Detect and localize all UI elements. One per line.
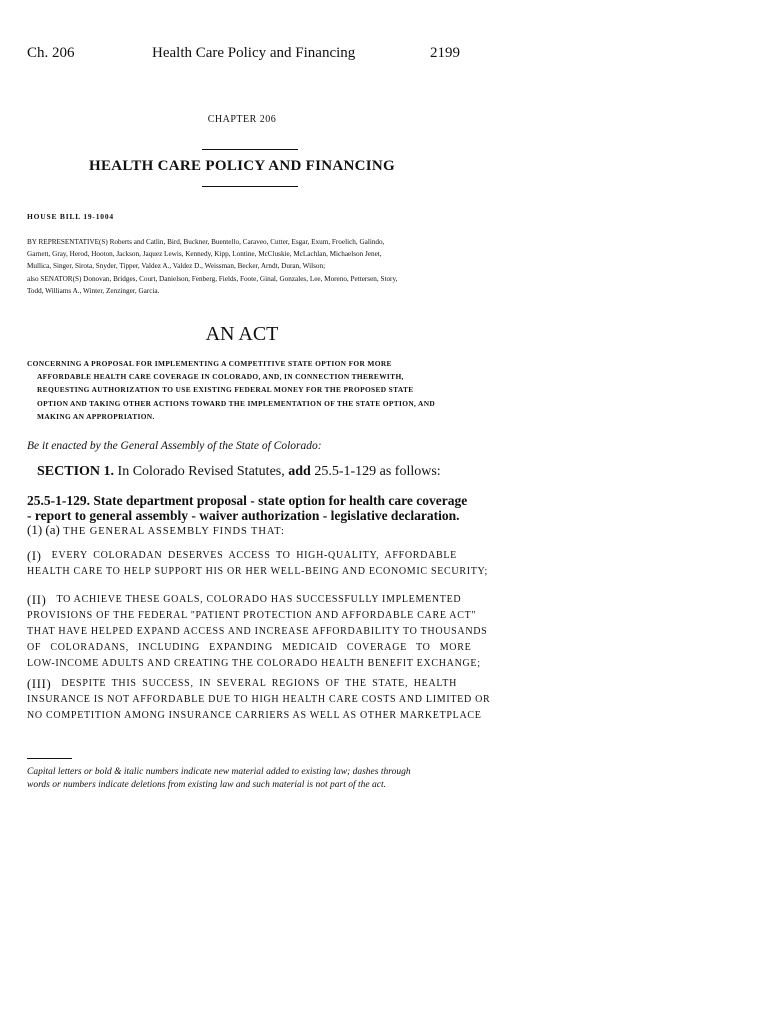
sponsors-line: also SENATOR(S) Donovan, Bridges, Court, Danielson, Fenberg, Fields, Foote, Ginal, Gonzales, Lee, Moreno, Pettersen, Story, bbox=[27, 274, 398, 283]
paragraph-line: HEALTH CARE TO HELP SUPPORT HIS OR HER WELL-BEING AND ECONOMIC SECURITY; bbox=[27, 566, 489, 577]
statute-heading-line: - report to general assembly - waiver authorization - legislative declaration. bbox=[27, 508, 460, 523]
subsection-1 bbox=[27, 522, 285, 538]
divider bbox=[202, 149, 298, 150]
paragraph-line: OF COLORADANS, INCLUDING EXPANDING MEDICAID COVERAGE TO MORE bbox=[27, 642, 472, 653]
concerning-line: CONCERNING A PROPOSAL FOR IMPLEMENTING A COMPETITIVE STATE OPTION FOR MORE bbox=[27, 359, 392, 368]
sponsors-line: Garnett, Gray, Herod, Hooton, Jackson, Jaquez Lewis, Kennedy, Kipp, Lontine, McCluskie, McLachlan, Michaelson Jenet, bbox=[27, 250, 382, 259]
concerning-line: AFFORDABLE HEALTH CARE COVERAGE IN COLORADO, AND, IN CONNECTION THEREWITH, bbox=[37, 372, 404, 382]
paragraph-line: EVERY COLORADAN DESERVES ACCESS TO HIGH-QUALITY, AFFORDABLE bbox=[51, 550, 457, 561]
sponsors-list bbox=[27, 236, 467, 297]
paragraph-iii bbox=[27, 676, 491, 724]
statute-heading-line: 25.5-1-129. State department proposal - state option for health care coverage bbox=[27, 493, 468, 508]
paragraph-number: (II) bbox=[27, 593, 47, 607]
concerning-clause bbox=[27, 357, 457, 423]
paragraph-line: DESPITE THIS SUCCESS, IN SEVERAL REGIONS OF THE STATE, HEALTH bbox=[61, 678, 457, 689]
chapter-label: CHAPTER 206 bbox=[207, 114, 277, 125]
bill-number: HOUSE BILL 19-1004 bbox=[27, 212, 114, 221]
paragraph-number: (III) bbox=[27, 677, 52, 691]
concerning-line: OPTION AND TAKING OTHER ACTIONS TOWARD THE IMPLEMENTATION OF THE STATE OPTION, AND bbox=[37, 398, 436, 408]
paragraph-line: TO ACHIEVE THESE GOALS, COLORADO HAS SUCCESSFULLY IMPLEMENTED bbox=[56, 594, 462, 605]
footnote-divider bbox=[27, 758, 72, 759]
section-action: add bbox=[288, 464, 311, 479]
paragraph-number: (I) bbox=[27, 549, 42, 563]
section-text: 25.5-1-129 as follows: bbox=[314, 464, 441, 479]
running-header-chapter: Ch. 206 bbox=[27, 45, 75, 61]
divider bbox=[202, 186, 298, 187]
footnote bbox=[27, 766, 467, 792]
subsection-label: (1) (a) bbox=[27, 522, 60, 537]
section-label: SECTION 1. bbox=[37, 464, 115, 479]
paragraph-line: PROVISIONS OF THE FEDERAL "PATIENT PROTECTION AND AFFORDABLE CARE ACT" bbox=[27, 610, 477, 621]
concerning-line: REQUESTING AUTHORIZATION TO USE EXISTING FEDERAL MONEY FOR THE PROPOSED STATE bbox=[37, 385, 414, 395]
sponsors-line: BY REPRESENTATIVE(S) Roberts and Catlin, Bird, Buckner, Buentello, Caraveo, Cutter, Esgar, Exum, Froelich, Galindo, bbox=[27, 238, 385, 246]
paragraph-line: LOW-INCOME ADULTS AND CREATING THE COLORADO HEALTH BENEFIT EXCHANGE; bbox=[27, 658, 481, 669]
footnote-line: Capital letters or bold & italic numbers indicate new material added to existing law; dashes through bbox=[27, 767, 411, 777]
paragraph-ii bbox=[27, 592, 488, 672]
section-text: In Colorado Revised Statutes, bbox=[117, 464, 285, 479]
page-number: 2199 bbox=[430, 45, 460, 61]
paragraph-i bbox=[27, 548, 489, 580]
concerning-line: MAKING AN APPROPRIATION. bbox=[37, 411, 155, 421]
paragraph-line: THAT HAVE HELPED EXPAND ACCESS AND INCREASE AFFORDABILITY TO THOUSANDS bbox=[27, 626, 488, 637]
enacting-clause: Be it enacted by the General Assembly of the State of Colorado: bbox=[27, 440, 322, 452]
sponsors-line: Mullica, Singer, Sirota, Snyder, Tipper, Valdez A., Valdez D., Weissman, Becker, Arndt, Duran, Wilson; bbox=[27, 262, 326, 271]
sponsors-line: Todd, Williams A., Winter, Zenzinger, Garcia. bbox=[27, 286, 160, 295]
statute-heading bbox=[27, 493, 468, 523]
subsection-text: THE GENERAL ASSEMBLY FINDS THAT: bbox=[63, 526, 285, 537]
act-title: AN ACT bbox=[205, 323, 279, 345]
chapter-title: HEALTH CARE POLICY AND FINANCING bbox=[88, 158, 396, 174]
section-heading bbox=[37, 464, 441, 480]
paragraph-line: INSURANCE IS NOT AFFORDABLE DUE TO HIGH HEALTH CARE COSTS AND LIMITED OR bbox=[27, 694, 491, 705]
footnote-line: words or numbers indicate deletions from existing law and such material is not part of the act. bbox=[27, 780, 386, 790]
running-header-title: Health Care Policy and Financing bbox=[152, 45, 356, 61]
paragraph-line: NO COMPETITION AMONG INSURANCE CARRIERS AS WELL AS OTHER MARKETPLACE bbox=[27, 710, 482, 721]
